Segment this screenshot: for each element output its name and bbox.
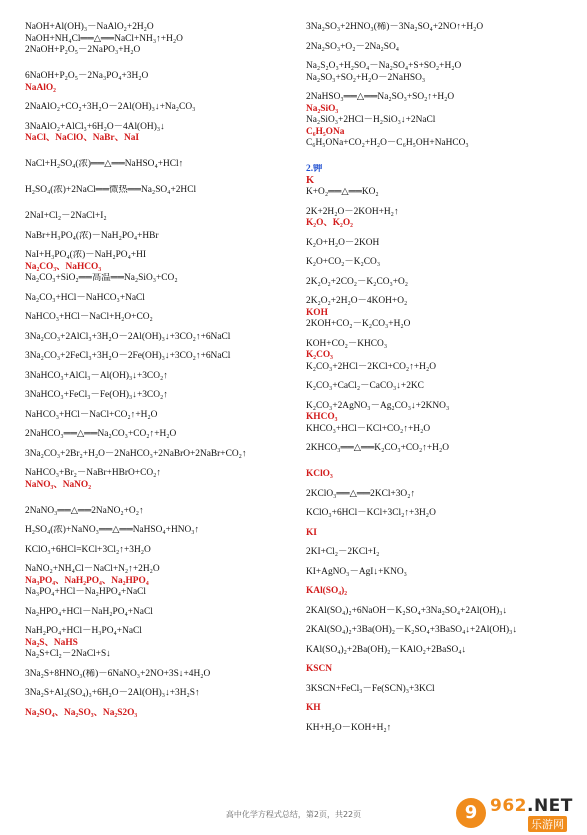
compound-heading: K₂CO₃ xyxy=(306,350,333,360)
equation-line: 2NaAlO₂+CO₂+3H₂O－2Al(OH)₃↓+Na₂CO₃ xyxy=(25,102,196,112)
compound-heading: NaAlO₂ xyxy=(25,82,56,93)
equation-line: Na₂S₂O₃+H₂SO₄－Na₂SO₄+S+SO₂+H₂O xyxy=(306,61,462,71)
equation-line: Na₂S+Cl₂－2NaCl+S↓ xyxy=(25,649,111,659)
right-column xyxy=(306,22,582,742)
equation-line: NaCl+H₂SO₄(浓)══△══NaHSO₄+HCl↑ xyxy=(25,159,184,169)
equation-line: H₂SO₄(浓)+2NaCl══微热══Na₂SO₄+2HCl xyxy=(25,185,197,195)
equation-line: 2KI+Cl₂－2KCl+I₂ xyxy=(306,547,380,557)
compound-heading: KI xyxy=(306,527,317,538)
equation-line: Na₃PO₄+HCl－Na₂HPO₄+NaCl xyxy=(25,587,147,597)
equation-line: 6NaOH+P₂O₅－2Na₃PO₄+3H₂O xyxy=(25,71,149,81)
equation-line: 3Na₂CO₃+2AlCl₃+3H₂O－2Al(OH)₃↓+3CO₂↑+6NaCl xyxy=(25,331,231,342)
equation-line: 2NaHSO₃══△══Na₂SO₃+SO₂↑+H₂O xyxy=(306,92,455,102)
equation-line: 2KClO₃══△══2KCl+3O₂↑ xyxy=(306,488,416,499)
equation-line: 2NaNO₃══△══2NaNO₂+O₂↑ xyxy=(25,505,144,516)
compound-heading: KH xyxy=(306,703,321,713)
equation-line: Na₂CO₃+HCl－NaHCO₃+NaCl xyxy=(25,292,145,303)
equation-line: 3NaAlO₂+AlCl₃+6H₂O－4Al(OH)₃↓ xyxy=(25,121,165,132)
compound-heading: KHCO₃ xyxy=(306,412,338,422)
equation-line: 2KAl(SO₄)₂+6NaOH－K₂SO₄+3Na₂SO₄+2Al(OH)₃↓ xyxy=(306,605,508,616)
compound-heading: Na₂S、NaHS xyxy=(25,637,78,648)
equation-line: 2NaHCO₃══△══Na₂CO₃+CO₂↑+H₂O xyxy=(25,429,177,439)
section-heading: 2.钾 xyxy=(306,164,323,174)
equation-line: 3Na₂CO₃+2FeCl₃+3H₂O－2Fe(OH)₃↓+3CO₂↑+6NaCl xyxy=(25,351,231,361)
equation-line: 2K₂O₂+2CO₂－K₂CO₃+O₂ xyxy=(306,276,409,287)
watermark-logo-icon: 9 xyxy=(456,798,486,828)
equation-line: 2K+2H₂O－2KOH+H₂↑ xyxy=(306,206,399,217)
equation-line: NaHCO₃+Br₂－NaBr+HBrO+CO₂↑ xyxy=(25,468,162,478)
equation-line: 3NaHCO₃+AlCl₃－Al(OH)₃↓+3CO₂↑ xyxy=(25,370,168,381)
compound-heading: C₆H₅ONa xyxy=(306,126,345,137)
equation-line: Na₂SO₃+SO₂+H₂O－2NaHSO₃ xyxy=(306,72,426,83)
compound-heading: Na₃PO₄、NaH₂PO₄、Na₂HPO₄ xyxy=(25,575,149,586)
equation-line: 2KAl(SO₄)₂+3Ba(OH)₂－K₂SO₄+3BaSO₄↓+2Al(OH)₃↓ xyxy=(306,625,518,635)
equation-line: Na₂SiO₃+2HCl－H₂SiO₃↓+2NaCl xyxy=(306,115,436,125)
equation-line: Na₂HPO₄+HCl－NaH₂PO₄+NaCl xyxy=(25,606,153,617)
page-footer: 高中化学方程式总结，第2页，共22页 xyxy=(225,810,362,819)
equation-line: K₂CO₃+CaCl₂－CaCO₃↓+2KC xyxy=(306,381,424,391)
compound-heading: KSCN xyxy=(306,664,333,674)
equation-line: H₂SO₄(浓)+NaNO₃══△══NaHSO₄+HNO₃↑ xyxy=(25,525,200,535)
equation-line: 2NaI+Cl₂－2NaCl+I₂ xyxy=(25,211,107,221)
left-column xyxy=(25,22,300,727)
compound-heading: NaNO₃、NaNO₂ xyxy=(25,479,92,490)
compound-heading: Na₂SiO₃ xyxy=(306,103,339,114)
equation-line: K+O₂══△══KO₂ xyxy=(306,187,379,197)
equation-line: 3Na₂CO₃+2Br₂+H₂O－2NaHCO₃+2NaBrO+2NaBr+CO₂↑ xyxy=(25,448,247,459)
compound-heading: NaCl、NaClO、NaBr、NaI xyxy=(25,133,140,143)
watermark-subtitle: 乐游网 xyxy=(528,816,567,832)
equation-line: 2Na₂SO₃+O₂－2Na₂SO₄ xyxy=(306,41,399,52)
equation-line: KH+H₂O－KOH+H₂↑ xyxy=(306,722,392,733)
equation-line: NaHCO₃+HCl－NaCl+CO₂↑+H₂O xyxy=(25,409,158,420)
equation-line: 2KOH+CO₂－K₂CO₃+H₂O xyxy=(306,319,411,329)
site-watermark xyxy=(456,796,581,830)
equation-line: NaOH+Al(OH)₃－NaAlO₂+2H₂O xyxy=(25,22,154,32)
equation-line: 2NaOH+P₂O₅－2NaPO₃+H₂O xyxy=(25,45,141,55)
equation-line: 3Na₂S+Al₂(SO₄)₃+6H₂O－2Al(OH)₃↓+3H₂S↑ xyxy=(25,688,200,698)
equation-line: KHCO₃+HCl－KCl+CO₂↑+H₂O xyxy=(306,423,431,434)
compound-heading: KAl(SO₄)₂ xyxy=(306,586,348,596)
compound-heading: K₂O、K₂O₂ xyxy=(306,218,353,228)
compound-heading: Na₂CO₃、NaHCO₃ xyxy=(25,261,102,272)
equation-line: 3KSCN+FeCl₃－Fe(SCN)₃+3KCl xyxy=(306,683,435,694)
watermark-brand: 962.NET xyxy=(490,796,573,816)
equation-line: 2KHCO₃══△══K₂CO₃+CO₂↑+H₂O xyxy=(306,443,449,453)
compound-heading: KClO₃ xyxy=(306,469,333,479)
equation-line: K₂CO₃+2AgNO₃－Ag₂CO₃↓+2KNO₃ xyxy=(306,400,450,411)
equation-line: Na₂CO₃+SiO₂══高温══Na₂SiO₃+CO₂ xyxy=(25,273,178,283)
equation-line: NaI+H₃PO₄(浓)－NaH₂PO₄+HI xyxy=(25,250,147,260)
equation-line: K₂CO₃+2HCl－2KCl+CO₂↑+H₂O xyxy=(306,361,436,372)
equation-line: NaH₂PO₄+HCl－H₃PO₄+NaCl xyxy=(25,626,142,636)
compound-heading: KOH xyxy=(306,307,328,318)
equation-line: NaHCO₃+HCl－NaCl+H₂O+CO₂ xyxy=(25,312,153,322)
equation-line: KAl(SO₄)₂+2Ba(OH)₂－KAlO₂+2BaSO₄↓ xyxy=(306,644,467,655)
equation-line: KOH+CO₂－KHCO₃ xyxy=(306,338,388,349)
equation-line: C₆H₅ONa+CO₂+H₂O－C₆H₅OH+NaHCO₃ xyxy=(306,138,469,148)
compound-heading: Na₂SO₄、Na₂SO₃、Na₂S2O₃ xyxy=(25,707,138,718)
equation-line: NaNO₂+NH₄Cl－NaCl+N₂↑+2H₂O xyxy=(25,564,160,574)
equation-line: NaBr+H₃PO₄(浓)－NaH₂PO₄+HBr xyxy=(25,230,159,241)
equation-line: KI+AgNO₃－AgI↓+KNO₃ xyxy=(306,566,407,577)
equation-line: KClO₃+6HCl－KCl+3Cl₂↑+3H₂O xyxy=(306,508,436,518)
equation-line: 3Na₂S+8HNO₃(稀)－6NaNO₃+2NO+3S↓+4H₂O xyxy=(25,668,211,679)
equation-line: K₂O+CO₂－K₂CO₃ xyxy=(306,257,381,267)
equation-line: K₂O+H₂O－2KOH xyxy=(306,237,380,248)
equation-line: NaOH+NH₄Cl══△══NaCl+NH₃↑+H₂O xyxy=(25,33,183,44)
equation-line: KClO₃+6HCl=KCl+3Cl₂↑+3H₂O xyxy=(25,544,151,555)
equation-line: 2K₂O₂+2H₂O－4KOH+O₂ xyxy=(306,296,408,306)
compound-heading: K xyxy=(306,175,315,186)
equation-line: 3Na₂SO₃+2HNO₃(稀)－3Na₂SO₄+2NO↑+H₂O xyxy=(306,22,484,32)
equation-line: 3NaHCO₃+FeCl₃－Fe(OH)₃↓+3CO₂↑ xyxy=(25,390,168,400)
